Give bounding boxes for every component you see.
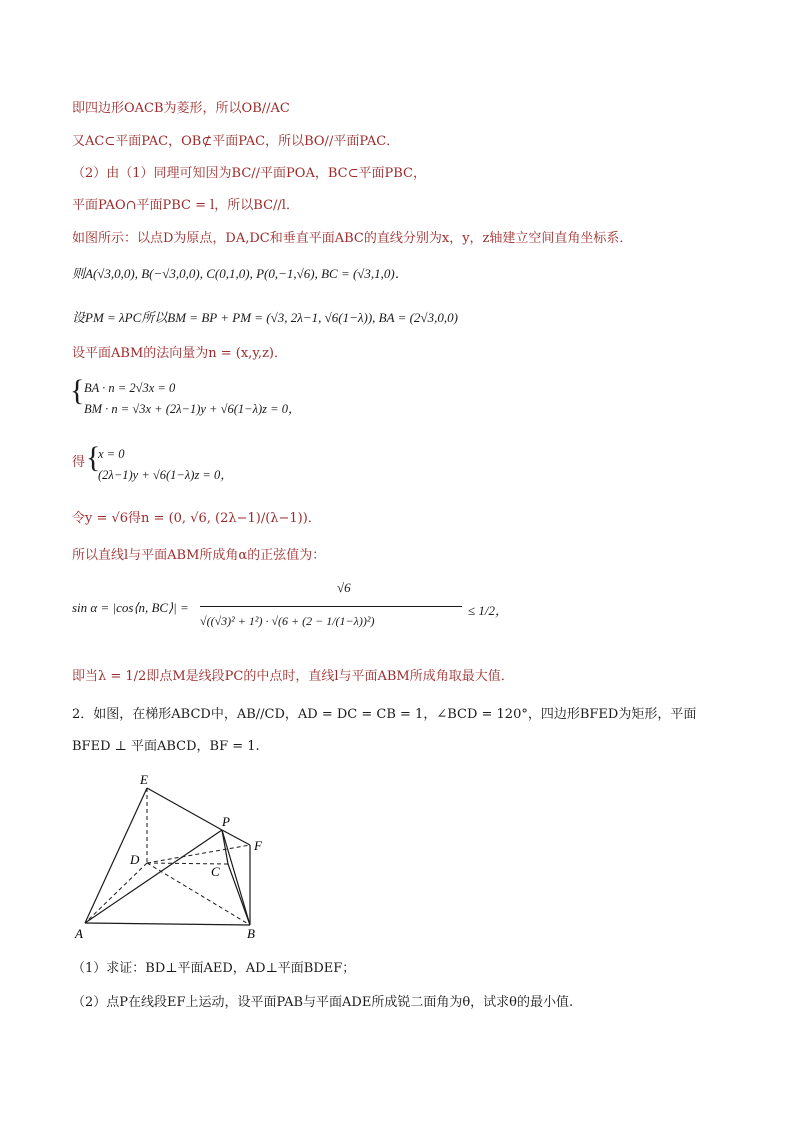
- formula-numerator: √6: [337, 580, 351, 595]
- solution-line-4: 平面PAO∩平面PBC = l，所以BC//l．: [72, 198, 299, 213]
- label-P: P: [222, 814, 230, 829]
- conclusion-line: 即当λ = 1/2即点M是线段PC的中点时，直线l与平面ABM所成角取最大值．: [72, 669, 514, 684]
- problem-2-line-1: 2．如图，在梯形ABCD中，AB//CD，AD = DC = CB = 1，∠BCD = 120°，四边形BFED为矩形，平面: [72, 707, 697, 722]
- edge-CB: [228, 864, 250, 925]
- edge-AP: [85, 830, 222, 923]
- label-B: B: [247, 926, 255, 941]
- question-1: （1）求证：BD⊥平面AED，AD⊥平面BDEF；: [72, 961, 356, 976]
- edge-EP: [147, 788, 222, 830]
- system-2-brace: {: [86, 441, 101, 474]
- label-C: C: [211, 864, 220, 879]
- normal-vector-line: 设平面ABM的法向量为n = (x,y,z)．: [72, 346, 287, 361]
- label-E: E: [140, 772, 148, 787]
- label-D: D: [130, 852, 140, 867]
- vector-line: 设PM = λPC所以BM = BP + PM = (√3, 2λ−1, √6(1−λ)), BA = (2√3,0,0): [72, 310, 458, 325]
- question-2: （2）点P在线段EF上运动，设平面PAB与平面ADE所成锐二面角为θ，试求θ的最小值.: [72, 995, 574, 1010]
- system-2-eq-1: x = 0: [98, 447, 125, 461]
- set-y-line: 令y = √6得n = (0, √6, (2λ−1)/(λ−1))．: [72, 511, 321, 526]
- system-1-brace: {: [70, 374, 85, 407]
- system-1-eq-2: BM · n = √3x + (2λ−1)y + √6(1−λ)z = 0，: [84, 402, 301, 416]
- solution-line-2: 又AC⊂平面PAC，OB⊄平面PAC，所以BO//平面PAC．: [72, 134, 400, 149]
- formula-lhs: sin α = |cos⟨n, BC⟩| =: [72, 600, 189, 615]
- system-1-eq-1: BA · n = 2√3x = 0: [84, 381, 176, 395]
- system-2-label: 得: [72, 455, 86, 470]
- formula-rhs: ≤ 1/2，: [468, 603, 508, 618]
- sine-intro-line: 所以直线l与平面ABM所成角α的正弦值为：: [72, 548, 326, 563]
- fraction-bar: [200, 606, 462, 607]
- edge-DF: [147, 845, 250, 863]
- formula-denominator: √((√3)² + 1²) · √(6 + (2 − 1/(1−λ))²): [200, 614, 375, 628]
- coordinates-line: 则A(√3,0,0), B(−√3,0,0), C(0,1,0), P(0,−1,√6), BC = (√3,1,0)．: [72, 266, 408, 281]
- solution-line-1: 即四边形OACB为菱形，所以OB//AC: [72, 101, 290, 116]
- label-A: A: [75, 926, 83, 941]
- edge-AB: [85, 923, 250, 925]
- system-2-eq-2: (2λ−1)y + √6(1−λ)z = 0，: [98, 468, 233, 482]
- solution-line-5: 如图所示：以点D为原点，DA,DC和垂直平面ABC的直线分别为x，y，z轴建立空间直角坐标系．: [72, 231, 633, 246]
- problem-2-line-2: BFED ⊥ 平面ABCD，BF = 1.: [72, 739, 260, 754]
- edge-DA: [85, 863, 147, 923]
- geometry-figure: [70, 768, 280, 943]
- solution-line-3: （2）由（1）同理可知因为BC//平面POA，BC⊂平面PBC，: [72, 166, 426, 181]
- label-F: F: [254, 838, 262, 853]
- sine-formula: [72, 578, 672, 648]
